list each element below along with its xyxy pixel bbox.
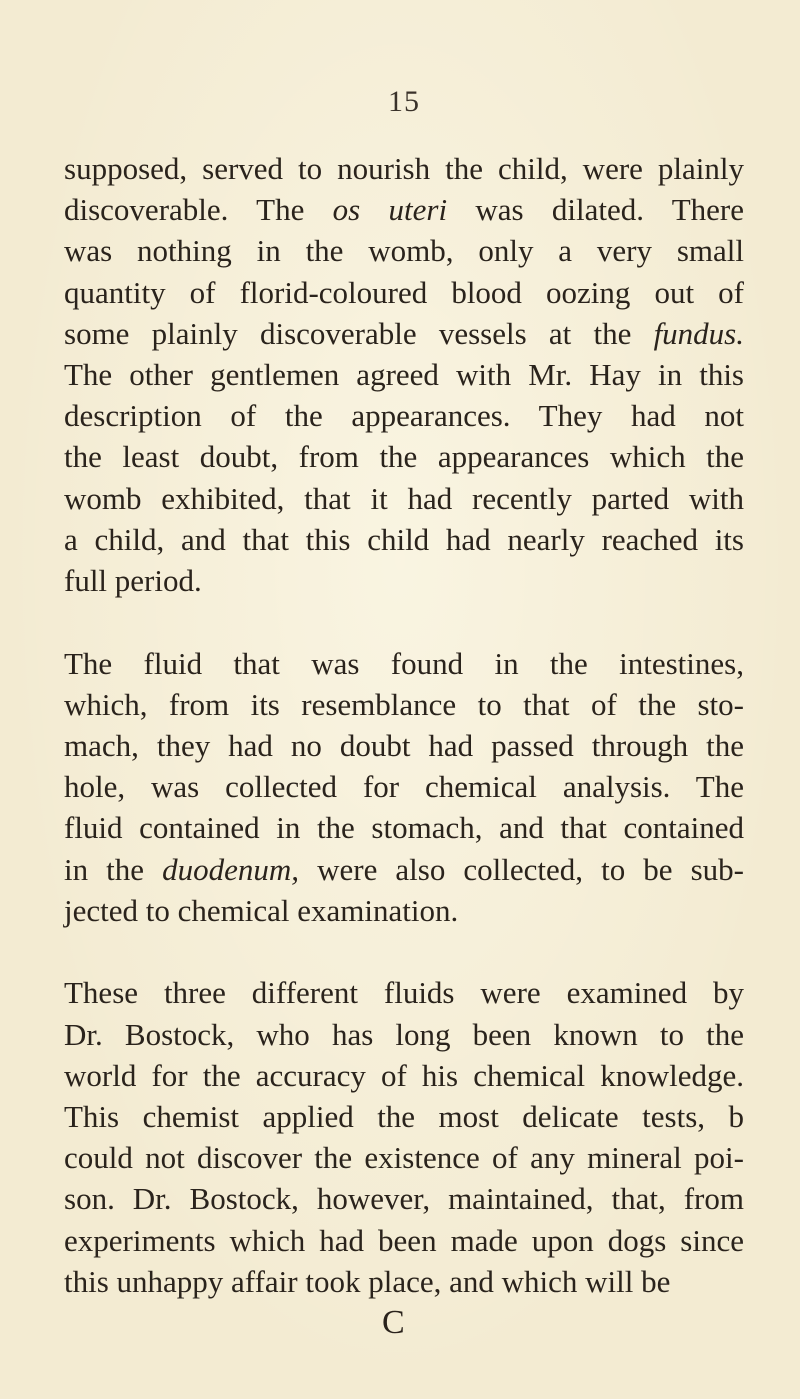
- text-line: [64, 643, 744, 684]
- text-line: [64, 436, 744, 477]
- body-text: [64, 148, 744, 1302]
- text-line: [64, 1096, 744, 1137]
- italic-term: duodenum,: [162, 851, 300, 887]
- text-line: [64, 148, 744, 189]
- text-line: [64, 1014, 744, 1055]
- text-run: was nothing in the womb, only a very small: [64, 233, 744, 269]
- text-run: fluid contained in the stomach, and that contained: [64, 810, 744, 846]
- text-line: [64, 1137, 744, 1178]
- text-line: [64, 1220, 744, 1261]
- paragraph-gap: [64, 601, 744, 643]
- text-run: description of the appearances. They had not: [64, 398, 744, 434]
- text-line: [64, 890, 744, 931]
- text-run: hole, was collected for chemical analysis. The: [64, 769, 744, 805]
- text-run: this unhappy affair took place, and which will be: [64, 1263, 671, 1299]
- page-number: 15: [388, 85, 420, 118]
- text-run: experiments which had been made upon dogs since: [64, 1222, 744, 1258]
- text-line: [64, 1261, 744, 1302]
- text-line: [64, 807, 744, 848]
- text-run: in the: [64, 851, 163, 887]
- text-run: discoverable. The: [64, 192, 333, 228]
- text-run: mach, they had no doubt had passed through the: [64, 727, 744, 763]
- text-line: [64, 849, 744, 890]
- text-run: quantity of florid-coloured blood oozing out of: [64, 274, 744, 310]
- text-run: This chemist applied the most delicate tests, b: [64, 1098, 744, 1134]
- text-line: [64, 972, 744, 1013]
- text-run: Dr. Bostock, who has long been known to the: [64, 1016, 744, 1052]
- text-line: [64, 395, 744, 436]
- text-line: [64, 1178, 744, 1219]
- italic-term: os uteri: [332, 192, 448, 228]
- text-line: [64, 230, 744, 271]
- text-run: were also collected, to be sub-: [299, 851, 744, 887]
- text-line: [64, 189, 744, 230]
- text-run: The other gentlemen agreed with Mr. Hay in this: [64, 356, 744, 392]
- text-line: [64, 519, 744, 560]
- text-line: [64, 272, 744, 313]
- text-run: supposed, served to nourish the child, were plainly: [64, 151, 744, 186]
- text-line: [64, 766, 744, 807]
- text-line: [64, 560, 744, 601]
- text-run: which, from its resemblance to that of the sto-: [64, 686, 744, 722]
- text-run: was dilated. There: [447, 192, 744, 228]
- italic-term: fundus.: [653, 315, 744, 351]
- paragraph-gap: [64, 931, 744, 973]
- text-line: [64, 1055, 744, 1096]
- text-run: full period.: [64, 562, 202, 598]
- text-line: [64, 478, 744, 519]
- text-line: [64, 313, 744, 354]
- text-run: a child, and that this child had nearly reached its: [64, 521, 744, 557]
- text-run: son. Dr. Bostock, however, maintained, that, from: [64, 1181, 744, 1217]
- text-run: womb exhibited, that it had recently parted with: [64, 480, 744, 516]
- text-run: some plainly discoverable vessels at the: [64, 315, 654, 351]
- text-line: [64, 725, 744, 766]
- signature-mark: C: [382, 1304, 405, 1341]
- text-run: could not discover the existence of any mineral poi-: [64, 1140, 744, 1176]
- text-line: [64, 354, 744, 395]
- text-run: jected to chemical examination.: [64, 892, 459, 928]
- text-line: [64, 684, 744, 725]
- text-run: world for the accuracy of his chemical knowledge.: [64, 1057, 744, 1093]
- text-run: These three different fluids were examined by: [64, 975, 744, 1011]
- text-run: the least doubt, from the appearances which the: [64, 439, 744, 475]
- text-run: The fluid that was found in the intestines,: [64, 645, 744, 681]
